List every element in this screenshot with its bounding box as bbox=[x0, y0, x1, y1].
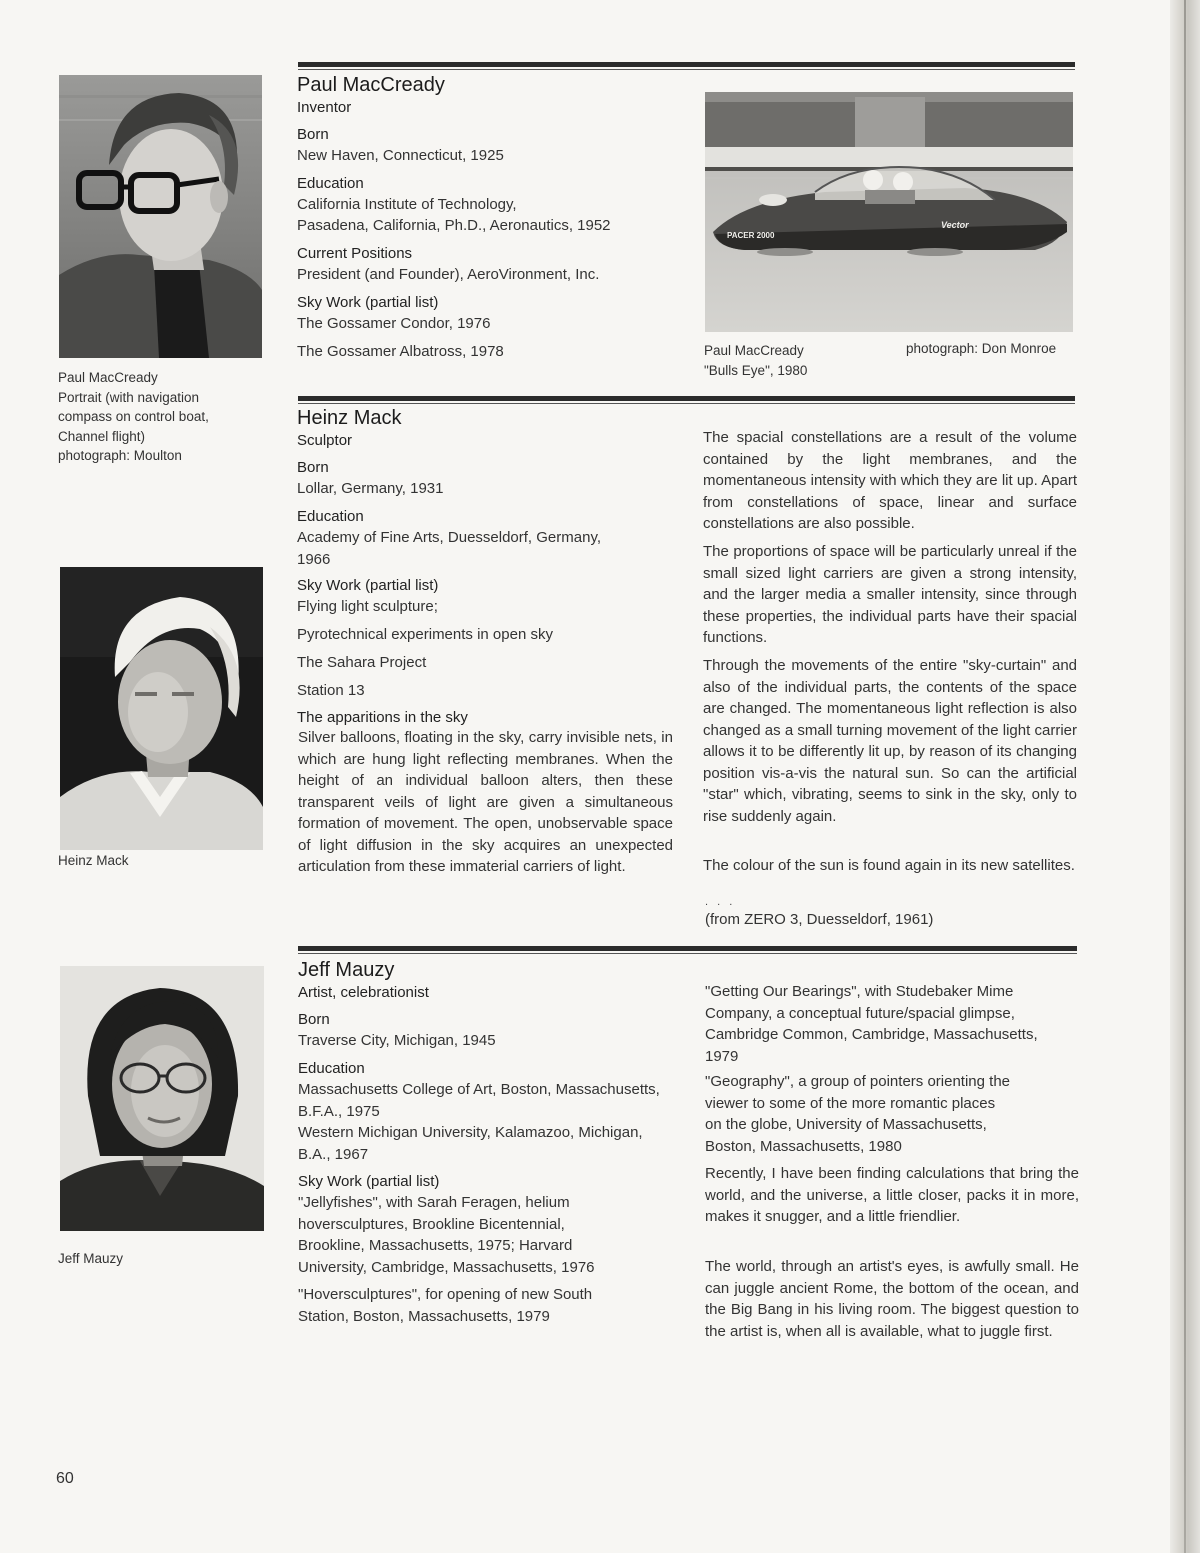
mack-role: Sculptor bbox=[297, 432, 353, 449]
maccready-education-1: California Institute of Technology, bbox=[297, 196, 517, 213]
maccready-born-label: Born bbox=[297, 126, 329, 143]
maccready-portrait-photo bbox=[59, 75, 262, 358]
mauzy-right-paragraph-2: "Geography", a group of pointers orienting the viewer to some of the more romantic places on the globe, University of Massachusetts, Boston, Massachusetts, 1980 bbox=[705, 1073, 1011, 1155]
mauzy-role: Artist, celebrationist bbox=[298, 984, 429, 1001]
mack-section-rule-thin bbox=[298, 403, 1075, 404]
mack-skywork-label: Sky Work (partial list) bbox=[297, 577, 439, 594]
mack-skywork-3: The Sahara Project bbox=[297, 654, 427, 671]
maccready-skywork-1: The Gossamer Condor, 1976 bbox=[297, 315, 491, 332]
maccready-positions-label: Current Positions bbox=[297, 245, 413, 262]
page-edge-line bbox=[1184, 0, 1186, 1553]
mack-born-label: Born bbox=[297, 459, 329, 476]
mauzy-section-rule bbox=[298, 946, 1077, 951]
mack-skywork-1: Flying light sculpture; bbox=[297, 598, 438, 615]
maccready-portrait-caption: Paul MacCready Portrait (with navigation compass on control boat, Channel flight) photograph: Moulton bbox=[58, 370, 209, 463]
mauzy-skywork-2: "Hoversculptures", for opening of new South Station, Boston, Massachusetts, 1979 bbox=[298, 1286, 593, 1325]
maccready-role: Inventor bbox=[297, 99, 352, 116]
maccready-positions: President (and Founder), AeroVironment, Inc. bbox=[297, 266, 600, 283]
mack-apparitions-text: Silver balloons, floating in the sky, carry invisible nets, in which are hung light reflecting membranes. When the height of an individual balloon alters, then these transparent veils of light are given a simultaneous formation of movement. The open, unobservable space of light diffusion in the sky acquires an unexpected articulation from these immaterial carriers of light. bbox=[298, 729, 673, 875]
mauzy-section-rule-thin bbox=[298, 953, 1077, 954]
mauzy-education-label: Education bbox=[298, 1060, 365, 1077]
mauzy-name: Jeff Mauzy bbox=[298, 959, 395, 981]
mack-education: Academy of Fine Arts, Duesseldorf, Germany, 1966 bbox=[297, 529, 602, 568]
car-photo-credit: photograph: Don Monroe bbox=[906, 341, 1057, 356]
mack-born: Lollar, Germany, 1931 bbox=[297, 480, 444, 497]
mauzy-born-label: Born bbox=[298, 1011, 330, 1028]
mack-portrait-caption: Heinz Mack bbox=[58, 853, 129, 868]
mauzy-right-paragraph-4: The world, through an artist's eyes, is awfully small. He can juggle ancient Rome, the bottom of the ocean, and the Big Bang in his living room. The biggest question to the artist is, when all is available, what to juggle first. bbox=[705, 1258, 1079, 1340]
car-photo-caption-title: Paul MacCready "Bulls Eye", 1980 bbox=[704, 343, 808, 378]
car-vector-text: Vector bbox=[941, 220, 969, 230]
mauzy-portrait-photo bbox=[60, 966, 264, 1231]
mack-right-paragraph-1: The spacial constellations are a result of the volume contained by the light membranes, and the momentaneous intensity with which they are lit up. Apart from constellations of space, linear and surface constellations are also possible. bbox=[703, 429, 1077, 532]
mauzy-right-paragraph-3: Recently, I have been finding calculations that bring the world, and the universe, a little closer, packs it in more, makes it snugger, and a little friendlier. bbox=[705, 1165, 1079, 1225]
mack-right-paragraph-2: The proportions of space will be particularly unreal if the small sized light carriers are given a strong intensity, and the larger media a smaller intensity, since through these properties, the individual parts have their spacial functions. bbox=[703, 543, 1077, 646]
maccready-education-label: Education bbox=[297, 175, 364, 192]
mack-name: Heinz Mack bbox=[297, 407, 402, 429]
mauzy-education-2: Western Michigan University, Kalamazoo, Michigan, B.A., 1967 bbox=[298, 1124, 643, 1163]
mauzy-right-paragraph-1: "Getting Our Bearings", with Studebaker Mime Company, a conceptual future/spacial glimpse, Cambridge Common, Cambridge, Massachusetts, 1979 bbox=[705, 983, 1038, 1065]
mauzy-skywork-label: Sky Work (partial list) bbox=[298, 1173, 440, 1190]
mack-education-label: Education bbox=[297, 508, 364, 525]
maccready-born: New Haven, Connecticut, 1925 bbox=[297, 147, 504, 164]
mack-skywork-2: Pyrotechnical experiments in open sky bbox=[297, 626, 553, 643]
mauzy-portrait-caption: Jeff Mauzy bbox=[58, 1251, 124, 1266]
mauzy-education-1: Massachusetts College of Art, Boston, Massachusetts, B.F.A., 1975 bbox=[298, 1081, 660, 1120]
page-number: 60 bbox=[56, 1470, 74, 1487]
mack-section-rule bbox=[298, 396, 1075, 401]
mack-skywork-4: Station 13 bbox=[297, 682, 365, 699]
mack-apparitions-label: The apparitions in the sky bbox=[297, 709, 468, 726]
mack-portrait-photo bbox=[60, 567, 263, 850]
maccready-section-rule-thin bbox=[298, 69, 1075, 70]
mack-right-paragraph-3: Through the movements of the entire "sky-curtain" and also of the individual parts, the contents of the space are changed. The momentaneous light reflection is also changed as a small turning movement of the light carrier allows it to be differently lit up, by reason of its changing position vis-a-vis the natural sun. So can the artificial "star" which, vibrating, seems to sink in the sky, only to rise suddenly again. bbox=[703, 657, 1077, 825]
mack-source: (from ZERO 3, Duesseldorf, 1961) bbox=[705, 911, 934, 928]
maccready-section-rule bbox=[298, 62, 1075, 67]
car-sponsor-text: PACER 2000 bbox=[727, 231, 775, 240]
mauzy-skywork-1: "Jellyfishes", with Sarah Feragen, helium hoversculptures, Brookline Bicentennial, Brookline, Massachusetts, 1975; Harvard University, Cambridge, Massachusetts, 1976 bbox=[298, 1194, 595, 1276]
mack-right-paragraph-4: The colour of the sun is found again in its new satellites. bbox=[703, 857, 1075, 874]
maccready-skywork-label: Sky Work (partial list) bbox=[297, 294, 439, 311]
mack-ellipsis: . . . bbox=[705, 896, 736, 908]
mauzy-born: Traverse City, Michigan, 1945 bbox=[298, 1032, 496, 1049]
maccready-education-2: Pasadena, California, Ph.D., Aeronautics, 1952 bbox=[297, 217, 611, 234]
bulls-eye-car-photo bbox=[705, 92, 1073, 332]
maccready-skywork-2: The Gossamer Albatross, 1978 bbox=[297, 343, 504, 360]
maccready-name: Paul MacCready bbox=[297, 74, 445, 96]
